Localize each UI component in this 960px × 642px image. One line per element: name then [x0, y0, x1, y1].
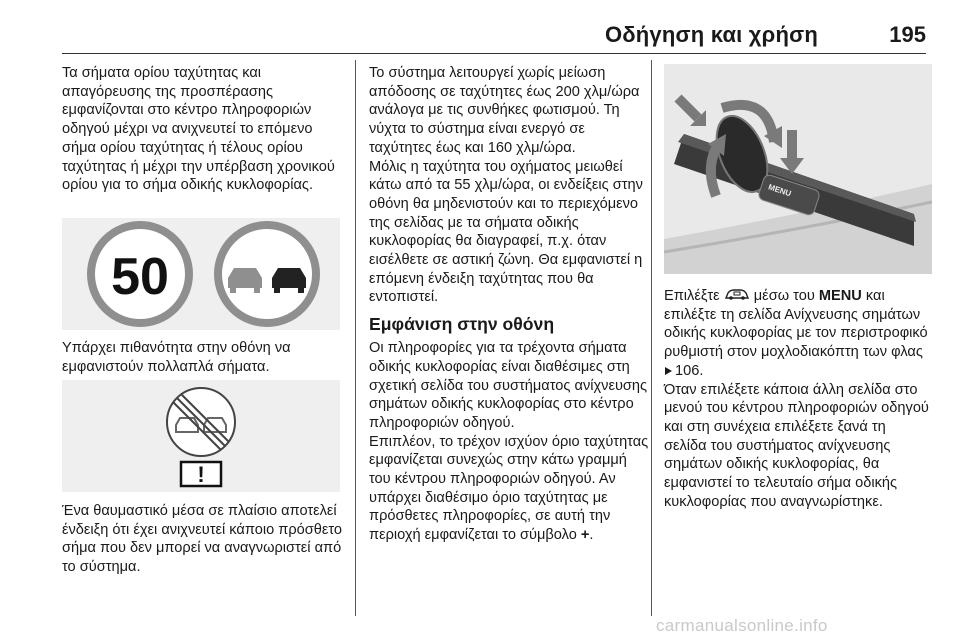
page-reference-arrow-icon [665, 367, 672, 375]
page-header [0, 0, 960, 56]
text-segment: . [589, 527, 594, 544]
text-segment: μέσω του [749, 288, 819, 304]
reset-paragraph: Μόλις η ταχύτητα του οχήματος μειωθεί κάτω από τα 55 χλμ/ώρα, οι ενδείξεις στην οθόνη θα μηδενιστούν και το περιεχόμενο της σελίδας με τα σήματα οδικής κυκλοφορίας θα διαγραφεί, π.χ. όταν εισέλθετε σε αστική ζώνη. Θα εμφανιστεί η επόμενη ένδειξη ταχύτητας που θα εντοπιστεί. [369, 158, 643, 306]
text-segment: Επιλέξτε [664, 288, 724, 304]
unknown-sign-paragraph: Ένα θαυμαστικό μέσα σε πλαίσιο αποτελεί ένδειξη ότι έχει ανιχνευτεί κάποιο πρόσθετο σήμα που δεν μπορεί να αναγνωριστεί από το σύστημα. [62, 503, 343, 576]
text-segment: Επιπλέον, το τρέχον ισχύον όριο ταχύτητας εμφανίζεται συνεχώς στην κάτω γραμμή του κέντρου πληροφοριών οδηγού. Αν υπάρχει διαθέσιμο όριο ταχύτητας με πρόσθετες πληροφορίες, σε αυτή την περιοχή εμφανίζεται το σύμβολο [369, 433, 649, 544]
return-page-paragraph: Όταν επιλέξετε κάποια άλλη σελίδα στο μενού του κέντρου πληροφοριών οδηγού και στη συνέχεια επιλέξετε ξανά τη σελίδα του συστήματος ανίχνευσης σημάτων οδικής κυκλοφορίας, θα εμφανιστεί το τελευταίο σήμα οδικής κυκλοφορίας που αναγνωρίστηκε. [664, 381, 929, 510]
column-left-middle [62, 339, 344, 376]
text-segment: και επιλέξτε τη σελίδα Ανίχνευσης σημάτων οδικής κυκλοφορίας με τον περιστροφικό ρυθμιστή στον μοχλοδιακόπτη των φλας [664, 288, 928, 361]
column-divider-2 [651, 60, 652, 616]
multiple-signs-paragraph: Υπάρχει πιθανότητα στην οθόνη να εμφανιστούν πολλαπλά σήματα. [62, 340, 291, 375]
page-reference-number: 106 [675, 362, 700, 379]
intro-paragraph: Τα σήματα ορίου ταχύτητας και απαγόρευσης της προσπέρασης εμφανίζονται στο κέντρο πληροφοριών οδηγού μέχρι να ανιχνευτεί το επόμενο σήμα ορίου ταχύτητας ή τέλους ορίου ταχύτητας ή μέχρι την υπέρβαση χρονικού ορίου για το σήμα οδικής κυκλοφορίας. [62, 65, 335, 194]
sign-image-end-of-restriction [62, 380, 340, 492]
column-left [62, 64, 344, 195]
plus-symbol: + [580, 527, 590, 544]
page-title: Οδήγηση και χρήση [604, 22, 818, 47]
column-divider-1 [355, 60, 356, 616]
press-arrow-icon [678, 98, 698, 118]
column-middle [369, 64, 651, 545]
car-road-sign-icon [724, 288, 750, 301]
text-segment: . [699, 362, 704, 379]
speed-conditions-paragraph: Το σύστημα λειτουργεί χωρίς μείωση απόδοσης σε ταχύτητες έως 200 χλμ/ώρα ανάλογα με τις συνθήκες φωτισμού. Τη νύχτα το σύστημα είναι ενεργό σε ταχύτητες έως και 160 χλμ/ώρα. [369, 65, 640, 156]
menu-button-reference: MENU [818, 288, 862, 304]
turn-signal-stalk-illustration [664, 64, 932, 274]
menu-label: MENU [767, 182, 793, 199]
exclamation-mark-icon: ! [197, 462, 205, 487]
speed-limit-and-no-overtaking-signs [62, 218, 340, 330]
speed-limit-value: 50 [111, 248, 169, 306]
sign-image-speed-overtaking [62, 218, 340, 330]
end-no-overtaking-and-unknown-sign [62, 380, 340, 492]
page-number: 195 [889, 22, 926, 47]
column-left-bottom [62, 502, 344, 577]
stalk-drawing [664, 64, 932, 274]
column-right [664, 287, 932, 511]
header-rule [62, 53, 926, 54]
section-heading: Εμφάνιση στην οθόνη [369, 314, 555, 335]
watermark: carmanualsonline.info [656, 616, 828, 635]
select-page-paragraph [664, 287, 932, 381]
display-paragraph: Οι πληροφορίες για τα τρέχοντα σήματα οδικής κυκλοφορίας είναι διαθέσιμες στη σχετική σελίδα του συστήματος ανίχνευσης σημάτων οδικής κυκλοφορίας στο κέντρο πληροφοριών οδηγού. [369, 340, 648, 431]
speed-limit-display-paragraph [369, 433, 651, 545]
